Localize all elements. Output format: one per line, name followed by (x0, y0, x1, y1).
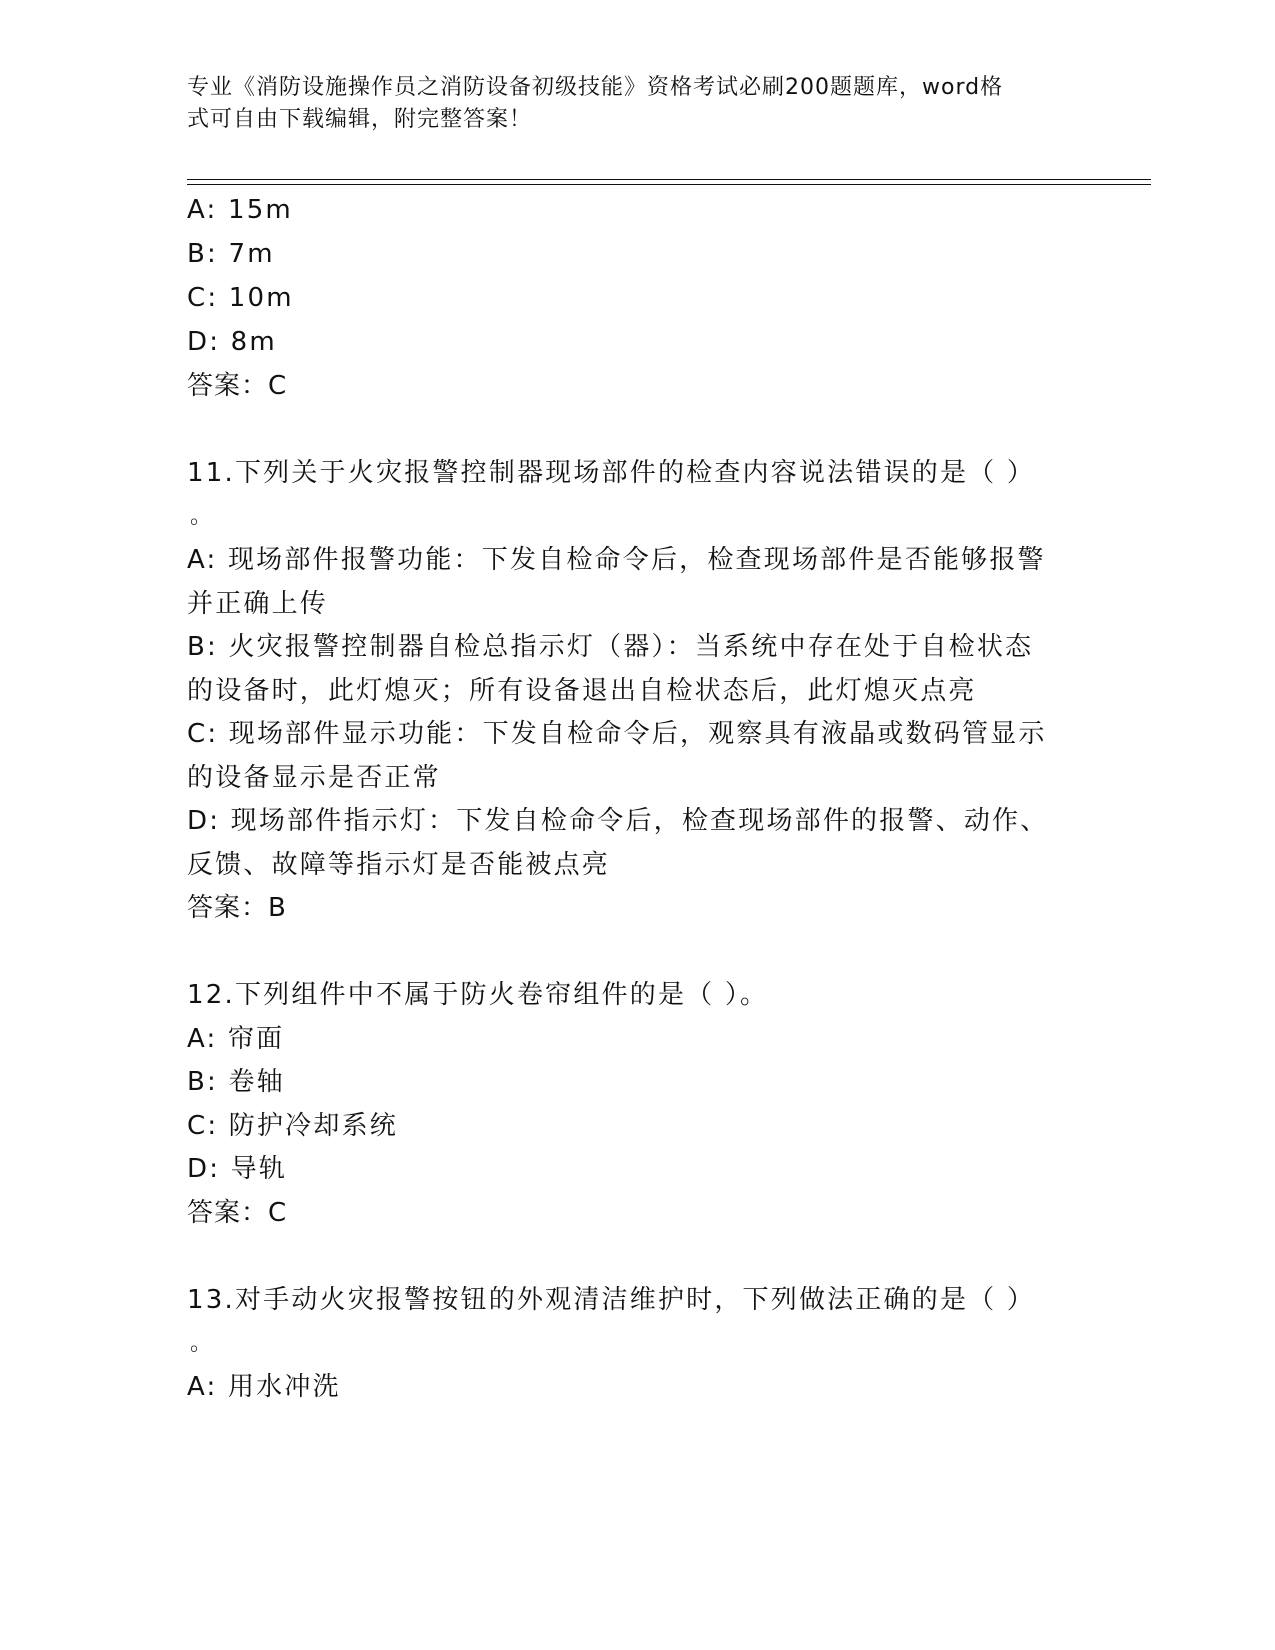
q11-option-c-line2: 的设备显示是否正常 (187, 763, 441, 793)
q13-stem: 13.对手动火灾报警按钮的外观清洁维护时，下列做法正确的是（ ） (187, 1285, 1036, 1315)
q10-option-a: A: 15m (187, 195, 293, 225)
q11-option-d-line2: 反馈、故障等指示灯是否能被点亮 (187, 850, 611, 880)
q12-answer: 答案：C (187, 1198, 288, 1228)
q11-option-b-line1: B: 火灾报警控制器自检总指示灯（器）：当系统中存在处于自检状态 (187, 632, 1034, 662)
q11-stem: 11.下列关于火灾报警控制器现场部件的检查内容说法错误的是（ ） (187, 458, 1036, 488)
document-header (187, 72, 1067, 136)
q11-answer: 答案：B (187, 893, 287, 923)
q13-stem-end: 。 (190, 1331, 215, 1356)
q12-option-d: D: 导轨 (187, 1154, 288, 1184)
q11-stem-end: 。 (190, 504, 215, 529)
q12-option-b: B: 卷轴 (187, 1067, 285, 1097)
q11-option-c-line1: C: 现场部件显示功能：下发自检命令后，观察具有液晶或数码管显示 (187, 719, 1047, 749)
header-rule-bottom (187, 184, 1151, 185)
header-line-2: 式可自由下载编辑，附完整答案！ (187, 107, 533, 132)
header-line-1: 专业《消防设施操作员之消防设备初级技能》资格考试必刷200题题库，word格 (187, 75, 1004, 100)
q11-option-b-line2: 的设备时，此灯熄灭；所有设备退出自检状态后，此灯熄灭点亮 (187, 676, 977, 706)
q10-answer: 答案：C (187, 371, 288, 401)
q13-option-a: A: 用水冲洗 (187, 1372, 341, 1402)
q11-option-d-line1: D: 现场部件指示灯：下发自检命令后，检查现场部件的报警、动作、 (187, 806, 1049, 836)
q12-option-a: A: 帘面 (187, 1024, 285, 1054)
q10-option-b: B: 7m (187, 239, 275, 269)
q12-stem: 12.下列组件中不属于防火卷帘组件的是（ ）。 (187, 980, 769, 1010)
q11-option-a-line2: 并正确上传 (187, 589, 329, 619)
q12-option-c: C: 防护冷却系统 (187, 1111, 398, 1141)
q10-option-d: D: 8m (187, 327, 277, 357)
q11-option-a-line1: A: 现场部件报警功能：下发自检命令后，检查现场部件是否能够报警 (187, 545, 1046, 575)
header-rule-top (187, 179, 1151, 180)
q10-option-c: C: 10m (187, 283, 294, 313)
